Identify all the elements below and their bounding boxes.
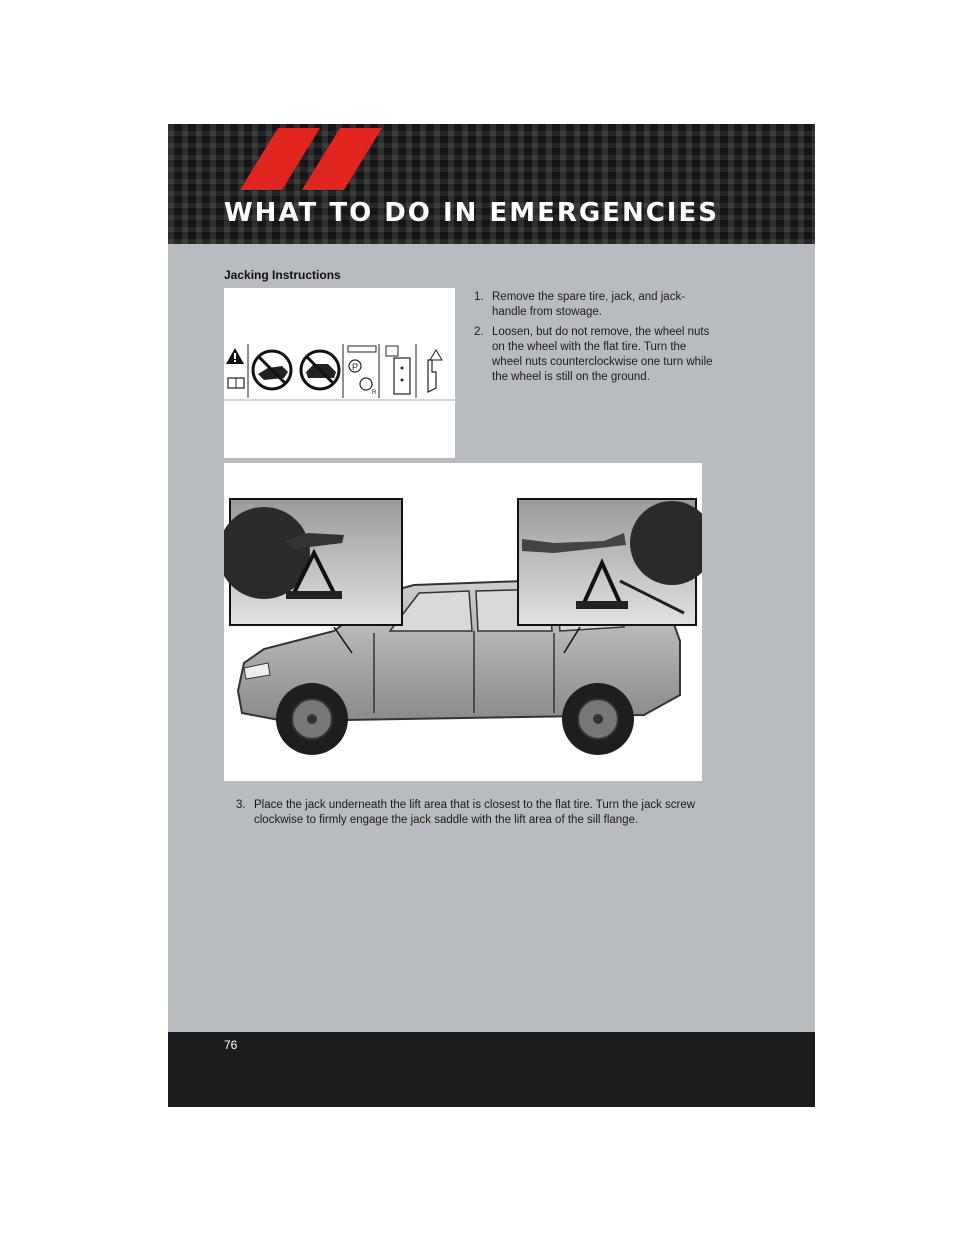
manual-book-icon: [228, 378, 244, 388]
section-heading: Jacking Instructions: [224, 268, 341, 282]
step-number: 1.: [474, 291, 484, 303]
list-item: [474, 325, 714, 385]
step-text: Remove the spare tire, jack, and jack-handle from stowage.: [492, 291, 686, 318]
step-number: 2.: [474, 326, 484, 338]
page-footer: [168, 1032, 815, 1107]
list-item: [474, 290, 714, 320]
no-person-under-vehicle-icon: [301, 351, 339, 389]
manual-page: [168, 124, 815, 1107]
brand-stripes-icon: [240, 128, 390, 190]
step-number: 3.: [236, 799, 246, 811]
hand-caution-icon: [428, 350, 442, 392]
page-number: 76: [224, 1038, 238, 1052]
jack-location-illustration: [224, 463, 702, 781]
svg-text:R: R: [372, 390, 377, 396]
step-text: Loosen, but do not remove, the wheel nuts on the wheel with the flat tire. Turn the wheel nuts counterclockwise one turn while the wheel is still on the ground.: [492, 326, 713, 383]
list-item: [236, 798, 724, 828]
no-crawling-under-car-icon: [253, 351, 291, 389]
step-text: Place the jack underneath the lift area that is closest to the flat tire. Turn the jack screw clockwise to firmly engage the jack saddle with the lift area of the sill flange.: [254, 799, 696, 826]
warning-triangle-icon: [226, 348, 244, 364]
jack-position-icon: [386, 346, 410, 394]
svg-text:P: P: [352, 362, 359, 372]
page-title: WHAT TO DO IN EMERGENCIES: [224, 198, 719, 228]
section-header: [168, 124, 815, 244]
warning-label-image: [224, 288, 455, 458]
steps-list: [474, 290, 714, 390]
park-and-brake-icon: [348, 346, 377, 396]
